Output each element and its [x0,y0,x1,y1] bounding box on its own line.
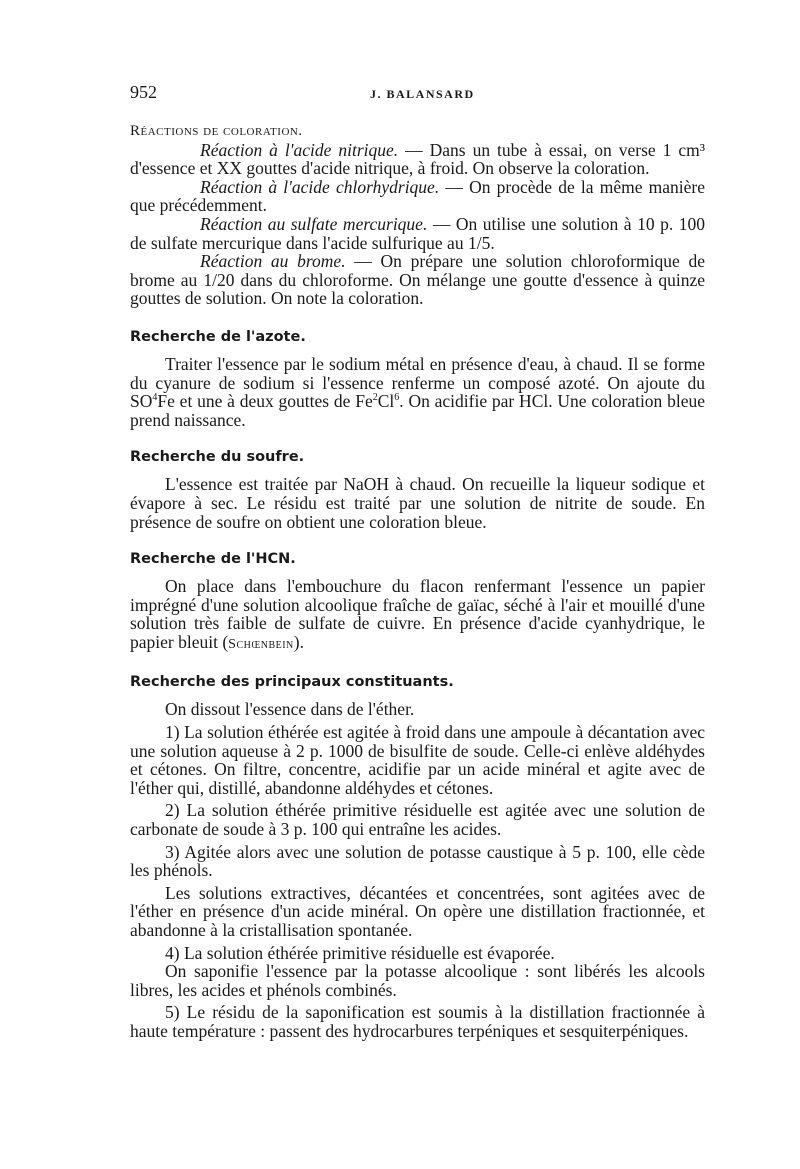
heading-azote: Recherche de l'azote. [130,328,306,345]
azote-text-d: . On acidifie par HCl. Une coloration bleue prend naissance. [130,391,705,430]
azote-text-a: Traiter l'essence par le sodium métal en présence d'eau, à chaud. Il se forme du cyanure de sodium si l'essence renferme un composé azoté. On ajoute du SO [130,353,705,412]
reaction-chlorhydrique [130,178,705,215]
running-author: J. BALANSARD [370,87,475,101]
page-number: 952 [130,82,157,102]
reaction-nitrique-text: — Dans un tube à essai, on verse 1 cm³ d'essence et XX gouttes d'acide nitrique, à froid. On observe la coloration. [130,139,705,179]
constituants-p7: 5) Le résidu de la saponification est soumis à la distillation fractionnée à haute température : passent des hydrocarbures terpéniques et sesquiterpéniques. [130,1002,705,1041]
hcn-reference: Schœnbein [228,636,294,652]
constituants-p2: 2) La solution éthérée primitive résiduelle est agitée avec une solution de carbonate de soude à 3 p. 100 qui entraîne les acides. [130,800,705,840]
reaction-nitrique [130,141,705,178]
constituants-p1: 1) La solution éthérée est agitée à froid dans une ampoule à décantation avec une solution aqueuse à 2 p. 1000 de bisulfite de soude. Celle-ci enlève aldéhydes et cétones. On filtre, concentre, acidifie par un acide minéral et agite avec de l'éther qui, distillé, abandonne aldéhydes et cétones. [130,722,705,798]
reaction-brome [130,252,705,308]
azote-text-c: Cl [377,391,395,412]
azote-text-b: Fe et une à deux gouttes de Fe [157,391,373,412]
hcn-text-end: ). [293,631,304,652]
reaction-chlorhydrique-text: — On procède de la même manière que précédemment. [130,176,705,216]
page-body [130,122,705,1041]
reaction-sulfate-title: Réaction au sulfate mercurique. [200,213,428,234]
constituants-p6: On saponifie l'essence par la potasse alcoolique : sont libérés les alcools libres, les acides et phénols combinés. [130,961,705,1000]
constituants-p5: 4) La solution éthérée primitive résiduelle est évaporée. [165,942,555,963]
reaction-sulfate [130,215,705,252]
reaction-brome-text: — On prépare une solution chloroformique de brome au 1/20 dans du chloroforme. On mélange une goutte d'essence à quinze gouttes de solution. On note la coloration. [130,251,705,309]
heading-constituants: Recherche des principaux constituants. [130,674,454,691]
azote-sup-1: 4 [152,392,158,404]
paragraph-soufre: L'essence est traitée par NaOH à chaud. On recueille la liqueur sodique et évapore à sec. Le résidu est traité par une solution de nitrite de soude. En présence de soufre on obtient une coloration bleue. [130,474,705,532]
paragraph-hcn [130,577,705,654]
reaction-chlorhydrique-title: Réaction à l'acide chlorhydrique. [200,176,440,197]
constituants-p0: On dissout l'essence dans de l'éther. [165,699,415,720]
reaction-nitrique-title: Réaction à l'acide nitrique. [200,139,399,160]
constituants-p4: Les solutions extractives, décantées et concentrées, sont agitées avec de l'éther en présence d'un acide minéral. On opère une distillation fractionnée, et abandonne à la cristallisation spontanée. [130,882,705,940]
heading-soufre: Recherche du soufre. [130,449,305,466]
heading-hcn: Recherche de l'HCN. [130,551,296,568]
constituants-p3: 3) Agitée alors avec une solution de potasse caustique à 5 p. 100, elle cède les phénols. [130,841,705,881]
hcn-text: On place dans l'embouchure du flacon renfermant l'essence un papier imprégné d'une solution alcoolique fraîche de gaïac, séché à l'air et mouillé d'une solution très faible de sulfate de cuivre. En présence d'acide cyanhydrique, le papier bleuit ( [130,576,705,652]
paragraph-azote [130,355,705,429]
section-title-reactions: Réactions de coloration. [130,123,303,139]
reaction-sulfate-text: — On utilise une solution à 10 p. 100 de sulfate mercurique dans l'acide sulfurique au 1/5. [130,213,705,253]
azote-sup-2: 2 [372,392,378,404]
reaction-brome-title: Réaction au brome. [200,251,346,272]
azote-sup-3: 6 [394,392,400,404]
